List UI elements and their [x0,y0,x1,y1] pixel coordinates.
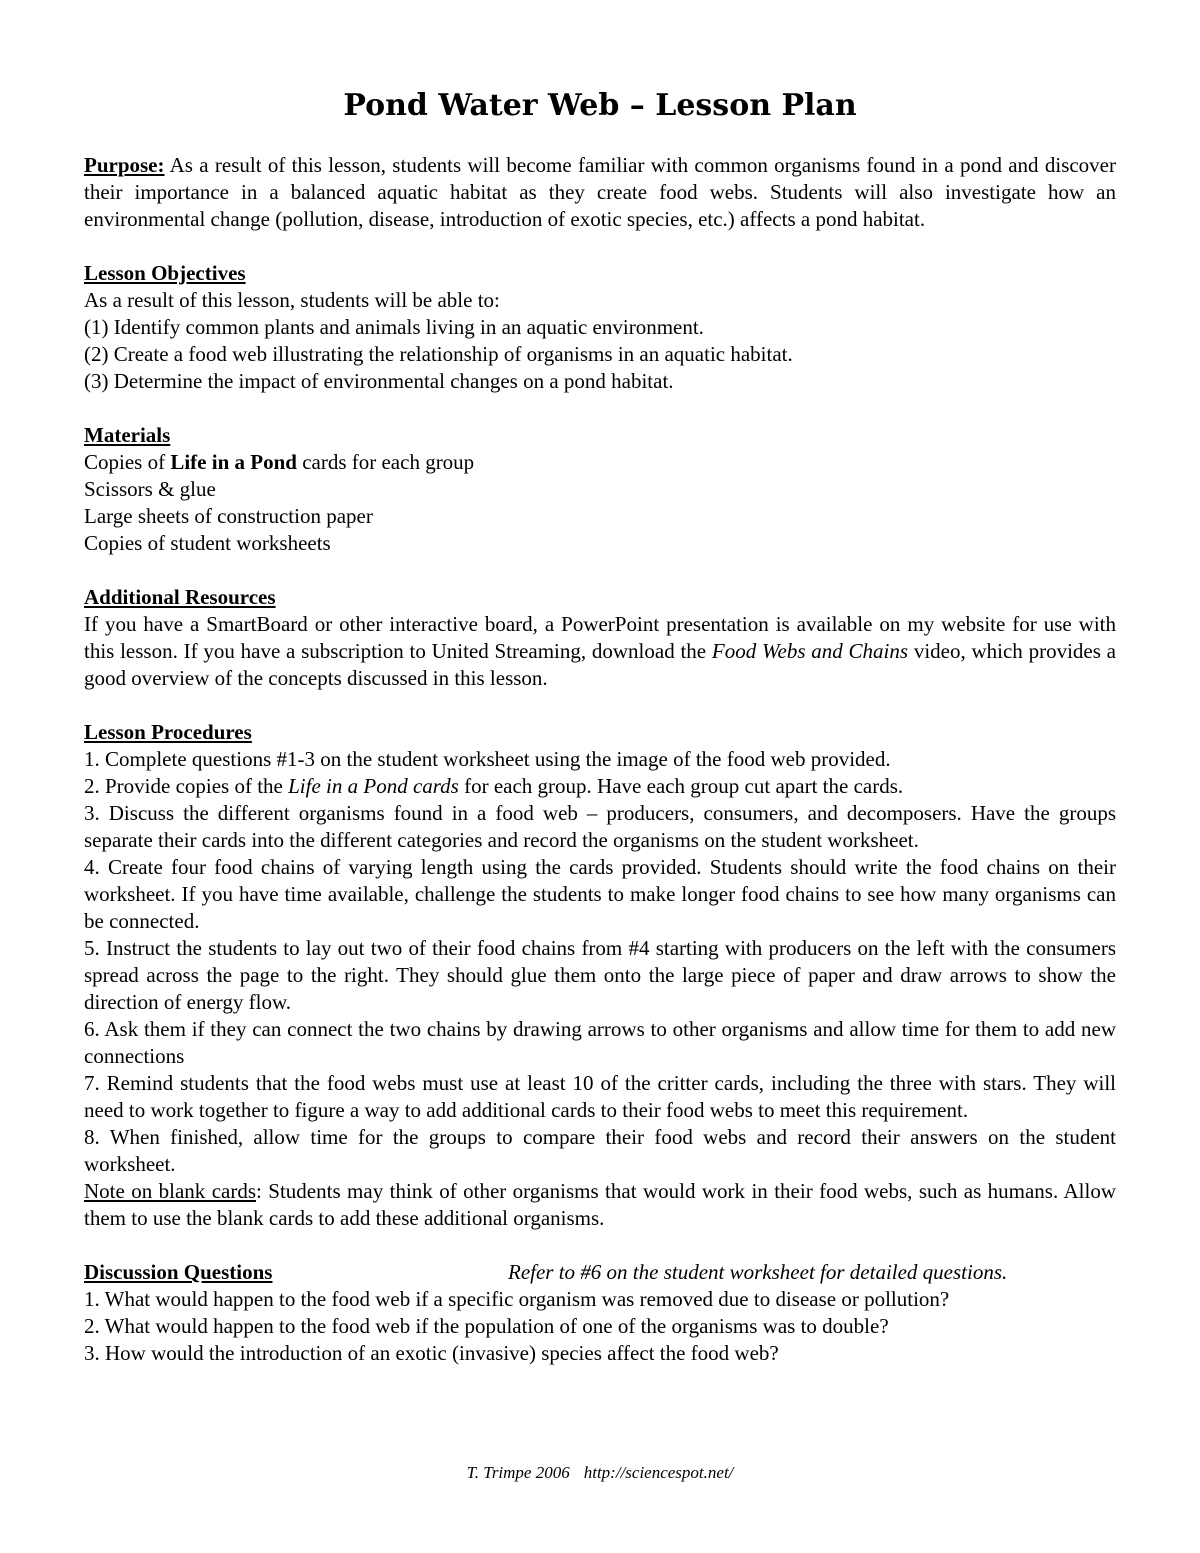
procedure-step: 4. Create four food chains of varying length using the cards provided. Students should write the food chains on their worksheet. If you have time available, challenge the students to make longer food chains to see how many organisms can be connected. [84,855,1116,933]
discussion-refer-note: Refer to #6 on the student worksheet for detailed questions. [508,1260,1008,1284]
resources-text: video, which provides a good overview of the concepts discussed in this lesson. [84,639,1116,690]
note-text: : Students may think of other organisms that would work in their food webs, such as humans. Allow them to use the blank cards to add these additional organisms. [84,1179,1116,1230]
procedures-section [84,719,1116,1232]
purpose-text: As a result of this lesson, students will become familiar with common organisms found in a pond and discover their importance in a balanced aquatic habitat as they create food webs. Students will also investigate how an environmental change (pollution, disease, introduction of exotic species, etc.) affects a pond habitat. [84,153,1116,231]
discussion-heading: Discussion Questions [84,1260,273,1284]
note-label: Note on blank cards [84,1179,257,1203]
procedure-step: 3. Discuss the different organisms found in a food web – producers, consumers, and decomposers. Have the groups separate their cards into the different categories and record the organisms on the student worksheet. [84,801,1116,852]
material-text: cards for each group [296,450,475,474]
objective-item: (2) Create a food web illustrating the relationship of organisms in an aquatic habitat. [84,342,793,366]
resources-section [84,584,1116,692]
video-title: Food Webs and Chains [711,639,909,663]
procedure-text: 2. Provide copies of the [84,774,289,798]
discussion-question: 3. How would the introduction of an exotic (invasive) species affect the food web? [84,1341,779,1365]
material-item: Large sheets of construction paper [84,504,373,528]
procedures-heading: Lesson Procedures [84,720,252,744]
discussion-section [84,1259,1116,1367]
material-item [84,449,1116,476]
procedure-step: 8. When finished, allow time for the groups to compare their food webs and record their answers on the student worksheet. [84,1125,1116,1176]
purpose-label: Purpose: [84,153,165,177]
objective-item: (1) Identify common plants and animals living in an aquatic environment. [84,315,704,339]
resources-heading: Additional Resources [84,585,276,609]
lesson-plan-page [84,86,1116,1367]
procedure-step: 5. Instruct the students to lay out two of their food chains from #4 starting with producers on the left with the consumers spread across the page to the right. They should glue them onto the large piece of paper and draw arrows to show the direction of energy flow. [84,936,1116,1014]
material-item: Copies of student worksheets [84,531,331,555]
material-item: Scissors & glue [84,477,216,501]
discussion-question: 1. What would happen to the food web if a specific organism was removed due to disease or pollution? [84,1287,950,1311]
blank-cards-note [84,1178,1116,1232]
objectives-intro: As a result of this lesson, students will be able to: [84,288,500,312]
procedure-step [84,773,1116,800]
objectives-heading: Lesson Objectives [84,261,246,285]
procedure-step: 6. Ask them if they can connect the two chains by drawing arrows to other organisms and allow time for them to add new connections [84,1017,1116,1068]
page-footer [0,1462,1200,1484]
procedure-text: for each group. Have each group cut apart the cards. [458,774,904,798]
resources-text: If you have a SmartBoard or other interactive board, a PowerPoint presentation is available on my website for use with this lesson. If you have a subscription to United Streaming, download the [84,612,1116,663]
objectives-section [84,260,1116,395]
material-bold-text: Life in a Pond [170,450,297,474]
purpose-paragraph [84,152,1116,233]
procedure-step: 1. Complete questions #1-3 on the student worksheet using the image of the food web provided. [84,747,891,771]
page-title: Pond Water Web – Lesson Plan [343,88,857,123]
procedure-step: 7. Remind students that the food webs must use at least 10 of the critter cards, including the three with stars. They will need to work together to figure a way to add additional cards to their food webs to meet this requirement. [84,1071,1116,1122]
discussion-question: 2. What would happen to the food web if the population of one of the organisms was to double? [84,1314,889,1338]
resources-paragraph [84,611,1116,692]
materials-heading: Materials [84,423,171,447]
footer-author: T. Trimpe 2006 [466,1463,570,1482]
discussion-heading-row [84,1259,1116,1286]
materials-section [84,422,1116,557]
footer-url: http://sciencespot.net/ [583,1463,734,1482]
procedure-italic-text: Life in a Pond cards [288,774,459,798]
material-text: Copies of [84,450,171,474]
objective-item: (3) Determine the impact of environmental changes on a pond habitat. [84,369,674,393]
